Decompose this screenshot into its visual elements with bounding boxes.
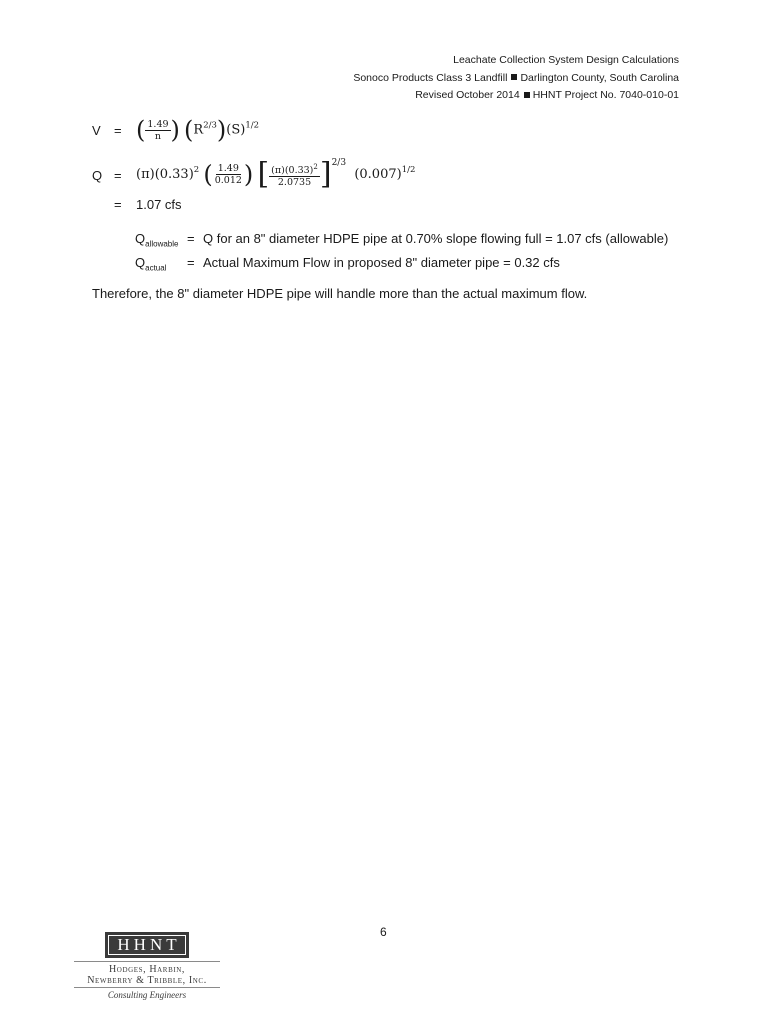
logo-tagline: Consulting Engineers [107, 990, 187, 1000]
logo-company-line1: Hodges, Harbin, [108, 964, 186, 975]
flow-symbol: Q [92, 168, 103, 183]
q-allowable-label: $Q_{allowable}$ [135, 231, 179, 249]
logo-company-line2: Newberry & Tribble, Inc. [87, 975, 207, 986]
header-project-line [353, 70, 679, 88]
q-actual-description: Actual Maximum Flow in proposed 8" diameter pipe = 0.32 cfs [203, 255, 560, 270]
company-logo [74, 932, 220, 1000]
manning-fraction: $\frac{1.49}{n}$ [147, 118, 169, 142]
q-actual-label: $Q_{actual}$ [135, 255, 167, 273]
header-project: Sonoco Products Class 3 Landfill [353, 71, 508, 84]
radius-fraction: $\frac{(\pi)(0.33)^2}{2.0735}$ [271, 162, 318, 188]
square-bullet-icon [511, 74, 517, 80]
conclusion-text: Therefore, the 8" diameter HDPE pipe will handle more than the actual maximum flow. [92, 286, 588, 301]
equals-sign: = [114, 123, 122, 138]
page-number: 6 [380, 925, 387, 939]
equals-sign: = [114, 197, 122, 212]
manning-fraction: $\frac{1.49}{0.012}$ [214, 163, 242, 186]
slope-symbol: (S) [226, 122, 246, 138]
flow-expression: $(\pi)(0.33)^2$ ( $\frac{1.49}{0.012}$ ) [ $\frac{(\pi)(0.33)^2}{2.0735}$ ]$^{2/3}$ $(0.007)^{1/2}$ [136, 156, 416, 192]
page-header [353, 52, 679, 105]
velocity-symbol: V [92, 123, 101, 138]
header-revision-line [353, 87, 679, 105]
velocity-expression: ( $\frac{1.49}{n}$ ) $(R^{2/3})(S)^{1/2}$ [136, 116, 260, 144]
equals-sign: = [114, 168, 122, 183]
equals-sign: = [187, 255, 195, 270]
area-term: (π)(0.33) [136, 167, 194, 182]
header-title: Leachate Collection System Design Calculations [453, 54, 679, 66]
equals-sign: = [187, 231, 195, 246]
header-location: Darlington County, South Carolina [520, 71, 679, 84]
square-bullet-icon [524, 92, 530, 98]
header-revision: Revised October 2014 [415, 89, 520, 101]
slope-term: (0.007) [354, 167, 402, 182]
logo-mark: HHNT [105, 932, 188, 958]
header-project-number: HHNT Project No. 7040-010-01 [532, 89, 679, 101]
flow-result-value: 1.07 cfs [136, 197, 182, 212]
hydraulic-radius: R [193, 122, 204, 138]
q-allowable-description: Q for an 8" diameter HDPE pipe at 0.70% slope flowing full = 1.07 cfs (allowable) [203, 231, 669, 246]
